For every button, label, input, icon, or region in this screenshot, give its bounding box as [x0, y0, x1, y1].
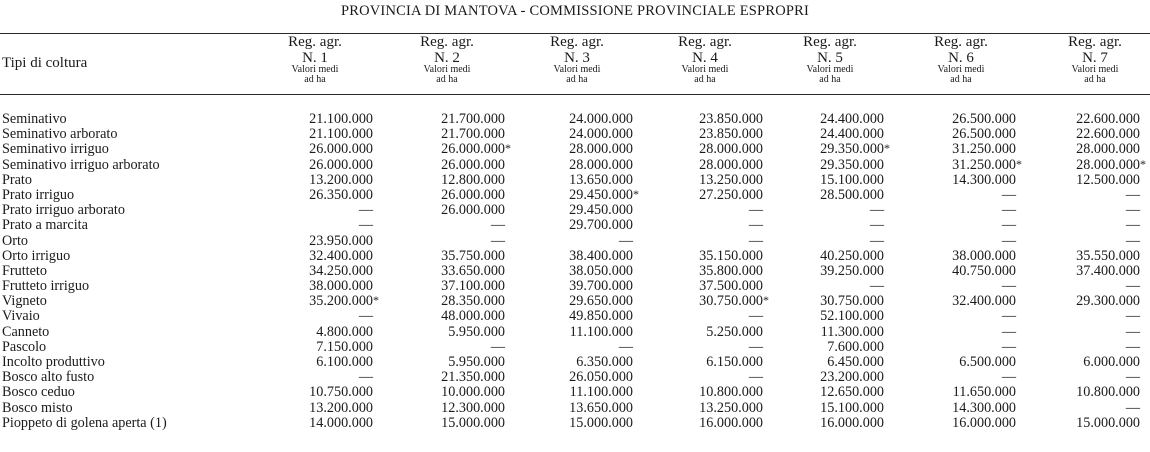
value-cell: 11.100.000	[569, 323, 633, 340]
value-cell: 13.650.000	[569, 399, 633, 416]
value-cell: —	[1001, 338, 1016, 355]
row-label: Prato	[2, 171, 32, 188]
table-row	[0, 340, 1150, 355]
column-header-sub2: ad ha	[1084, 74, 1106, 85]
value-cell: 39.700.000	[569, 278, 633, 295]
cell-value: 29.350.000	[820, 141, 884, 158]
value-cell: 12.500.000	[1076, 171, 1140, 188]
row-label: Pioppeto di golena aperta (1)	[2, 414, 167, 431]
value-cell	[1030, 156, 1146, 173]
value-cell	[395, 141, 511, 158]
value-cell	[263, 293, 379, 310]
table-row	[0, 325, 1150, 340]
value-cell: 16.000.000	[699, 414, 763, 431]
value-cell: 22.600.000	[1076, 111, 1140, 127]
value-cell: —	[748, 338, 763, 355]
value-cell: 23.850.000	[699, 126, 763, 143]
row-label: Canneto	[2, 323, 50, 340]
value-cell: 26.500.000	[952, 126, 1016, 143]
cell-value: 31.250.000	[952, 156, 1016, 173]
column-header-sub1: Valori medi	[291, 64, 339, 75]
cell-value: 29.450.000	[569, 186, 633, 203]
value-cell: 13.650.000	[569, 171, 633, 188]
value-cell: 21.100.000	[309, 111, 373, 127]
value-cell: —	[869, 278, 884, 295]
value-cell: 29.450.000	[569, 202, 633, 219]
value-cell: —	[358, 217, 373, 234]
column-header-reg: Reg. agr.	[288, 34, 342, 50]
value-cell: 5.950.000	[448, 354, 505, 370]
table-row	[0, 218, 1150, 233]
value-cell: 39.250.000	[820, 262, 884, 279]
row-label: Orto	[2, 232, 29, 249]
table-body	[0, 112, 1150, 431]
value-cell: 13.200.000	[309, 171, 373, 188]
column-header-sub2: ad ha	[566, 74, 588, 85]
row-label: Pascolo	[2, 338, 47, 355]
column-header-num: N. 4	[692, 50, 718, 66]
footnote-asterisk: *	[1140, 156, 1146, 171]
table-row	[0, 309, 1150, 324]
value-cell: 14.300.000	[952, 399, 1016, 416]
value-cell: 12.650.000	[820, 384, 884, 401]
row-label: Seminativo irriguo arborato	[2, 156, 160, 173]
footnote-asterisk: *	[633, 186, 639, 201]
table-row	[0, 127, 1150, 142]
value-cell: —	[748, 308, 763, 325]
column-header-4	[645, 35, 765, 85]
value-cell: 35.750.000	[441, 247, 505, 264]
value-cell: 22.600.000	[1076, 126, 1140, 143]
column-header-num: N. 7	[1082, 50, 1108, 66]
row-label: Bosco ceduo	[2, 384, 75, 401]
value-cell: 26.000.000	[441, 202, 505, 219]
value-cell: 11.100.000	[569, 384, 633, 401]
column-header-3	[517, 35, 637, 85]
value-cell: 49.850.000	[569, 308, 633, 325]
value-cell: 12.300.000	[441, 399, 505, 416]
value-cell: 29.650.000	[569, 293, 633, 310]
column-header-reg: Reg. agr.	[934, 34, 988, 50]
value-cell: 24.000.000	[569, 126, 633, 143]
value-cell: —	[869, 232, 884, 249]
value-cell: 38.000.000	[309, 278, 373, 295]
row-label: Incolto produttivo	[2, 354, 105, 370]
value-cell: —	[1001, 369, 1016, 386]
value-cell: 6.350.000	[576, 354, 633, 370]
value-cell: —	[748, 232, 763, 249]
value-cell: —	[1001, 278, 1016, 295]
column-header-reg: Reg. agr.	[420, 34, 474, 50]
table-row	[0, 173, 1150, 188]
value-cell: 23.950.000	[309, 232, 373, 249]
value-cell	[906, 156, 1022, 173]
value-cell: 10.800.000	[699, 384, 763, 401]
header-bottom-rule	[0, 94, 1150, 95]
column-header-num: N. 6	[948, 50, 974, 66]
column-header-7	[1035, 35, 1150, 85]
value-cell: 23.200.000	[820, 369, 884, 386]
value-cell: 52.100.000	[820, 308, 884, 325]
row-label: Prato irriguo	[2, 186, 75, 203]
value-cell: —	[1125, 338, 1140, 355]
column-header-sub2: ad ha	[304, 74, 326, 85]
value-cell: 30.750.000	[820, 293, 884, 310]
column-header-num: N. 2	[434, 50, 460, 66]
value-cell: 26.000.000	[441, 186, 505, 203]
row-label: Prato irriguo arborato	[2, 202, 125, 219]
column-header-sub2: ad ha	[694, 74, 716, 85]
table-row	[0, 294, 1150, 309]
value-cell: 35.550.000	[1076, 247, 1140, 264]
row-label: Seminativo irriguo	[2, 141, 109, 158]
value-cell: 32.400.000	[309, 247, 373, 264]
value-cell: 10.750.000	[309, 384, 373, 401]
value-cell: —	[618, 232, 633, 249]
table-row	[0, 385, 1150, 400]
value-cell	[523, 186, 639, 203]
column-header-sub1: Valori medi	[1071, 64, 1119, 75]
column-header-num: N. 5	[817, 50, 843, 66]
value-cell: —	[1125, 323, 1140, 340]
column-header-reg: Reg. agr.	[550, 34, 604, 50]
row-label: Frutteto irriguo	[2, 278, 90, 295]
value-cell: —	[869, 202, 884, 219]
value-cell: 28.350.000	[441, 293, 505, 310]
value-cell: 40.250.000	[820, 247, 884, 264]
value-cell: 38.000.000	[952, 247, 1016, 264]
footnote-asterisk: *	[505, 141, 511, 156]
value-cell: —	[1125, 308, 1140, 325]
row-label: Frutteto	[2, 262, 47, 279]
table-row	[0, 264, 1150, 279]
value-cell: 16.000.000	[952, 414, 1016, 431]
value-cell: —	[748, 369, 763, 386]
value-cell: 14.000.000	[309, 414, 373, 431]
column-header-sub2: ad ha	[436, 74, 458, 85]
value-cell: 24.400.000	[820, 111, 884, 127]
value-cell: 29.350.000	[820, 156, 884, 173]
row-label: Vigneto	[2, 293, 47, 310]
value-cell: 13.250.000	[699, 171, 763, 188]
value-cell: 27.250.000	[699, 186, 763, 203]
cell-value: 30.750.000	[699, 293, 763, 310]
column-header-5	[770, 35, 890, 85]
footnote-asterisk: *	[763, 293, 769, 308]
value-cell: 28.000.000	[699, 141, 763, 158]
column-header-1	[255, 35, 375, 85]
column-header-num: N. 1	[302, 50, 328, 66]
value-cell: —	[748, 217, 763, 234]
value-cell: 31.250.000	[952, 141, 1016, 158]
column-header-sub1: Valori medi	[806, 64, 854, 75]
value-cell: 21.700.000	[441, 111, 505, 127]
value-cell: —	[1125, 186, 1140, 203]
row-label: Orto irriguo	[2, 247, 71, 264]
value-cell: —	[490, 338, 505, 355]
value-cell: 13.200.000	[309, 399, 373, 416]
value-cell: 35.150.000	[699, 247, 763, 264]
value-cell: 10.000.000	[441, 384, 505, 401]
value-cell: 5.250.000	[706, 323, 763, 340]
column-header-2	[387, 35, 507, 85]
value-cell: 28.000.000	[699, 156, 763, 173]
table-row	[0, 416, 1150, 431]
column-header-sub1: Valori medi	[937, 64, 985, 75]
value-cell	[653, 293, 769, 310]
value-cell: 29.300.000	[1076, 293, 1140, 310]
value-cell: —	[748, 202, 763, 219]
table-row	[0, 142, 1150, 157]
column-header-reg: Reg. agr.	[678, 34, 732, 50]
value-cell: 28.000.000	[569, 141, 633, 158]
value-cell: 21.100.000	[309, 126, 373, 143]
value-cell: 6.100.000	[316, 354, 373, 370]
table-row	[0, 188, 1150, 203]
value-cell: 28.000.000	[1076, 141, 1140, 158]
value-cell: —	[490, 232, 505, 249]
value-cell: —	[1001, 323, 1016, 340]
value-cell: 16.000.000	[820, 414, 884, 431]
cell-value: 26.000.000	[441, 141, 505, 158]
value-cell: 26.000.000	[309, 156, 373, 173]
value-cell: —	[869, 217, 884, 234]
value-cell: 26.350.000	[309, 186, 373, 203]
footnote-asterisk: *	[373, 293, 379, 308]
value-cell: —	[1001, 217, 1016, 234]
value-cell: —	[490, 217, 505, 234]
value-cell: —	[1001, 202, 1016, 219]
value-cell: —	[1125, 399, 1140, 416]
value-cell: 13.250.000	[699, 399, 763, 416]
value-cell: 23.850.000	[699, 111, 763, 127]
row-label: Seminativo arborato	[2, 126, 118, 143]
value-cell: 7.150.000	[316, 338, 373, 355]
value-cell: 15.100.000	[820, 399, 884, 416]
column-header-sub1: Valori medi	[553, 64, 601, 75]
value-cell: —	[1001, 186, 1016, 203]
value-cell: —	[1125, 202, 1140, 219]
value-cell: 26.500.000	[952, 111, 1016, 127]
value-cell: 21.350.000	[441, 369, 505, 386]
cell-value: 28.000.000	[1076, 156, 1140, 173]
value-cell: —	[1125, 278, 1140, 295]
table-row	[0, 249, 1150, 264]
row-label: Bosco misto	[2, 399, 73, 416]
column-header-reg: Reg. agr.	[1068, 34, 1122, 50]
value-cell: 21.700.000	[441, 126, 505, 143]
value-cell: 26.000.000	[441, 156, 505, 173]
value-cell: —	[1125, 232, 1140, 249]
footnote-asterisk: *	[1016, 156, 1022, 171]
value-cell: 15.000.000	[569, 414, 633, 431]
value-cell: 14.300.000	[952, 171, 1016, 188]
value-cell: 15.100.000	[820, 171, 884, 188]
row-label-header: Tipi di coltura	[2, 55, 88, 71]
value-cell: 38.050.000	[569, 262, 633, 279]
table-row	[0, 158, 1150, 173]
value-cell: —	[1125, 217, 1140, 234]
value-cell: 28.000.000	[569, 156, 633, 173]
value-cell: —	[618, 338, 633, 355]
column-header-sub2: ad ha	[819, 74, 841, 85]
value-cell: 37.100.000	[441, 278, 505, 295]
value-cell: 24.000.000	[569, 111, 633, 127]
page-title: PROVINCIA DI MANTOVA - COMMISSIONE PROVINCIALE ESPROPRI	[340, 3, 810, 19]
value-cell: 34.250.000	[309, 262, 373, 279]
row-label: Vivaio	[2, 308, 40, 325]
value-cell: 28.500.000	[820, 186, 884, 203]
row-label: Bosco alto fusto	[2, 369, 95, 386]
value-cell: 48.000.000	[441, 308, 505, 325]
value-cell: 35.800.000	[699, 262, 763, 279]
column-header-num: N. 3	[564, 50, 590, 66]
value-cell: 5.950.000	[448, 323, 505, 340]
value-cell: —	[358, 369, 373, 386]
value-cell	[774, 141, 890, 158]
value-cell: —	[1125, 369, 1140, 386]
value-cell: 15.000.000	[1076, 414, 1140, 431]
value-cell: 33.650.000	[441, 262, 505, 279]
table-row	[0, 234, 1150, 249]
value-cell: 29.700.000	[569, 217, 633, 234]
value-cell: 15.000.000	[441, 414, 505, 431]
value-cell: 40.750.000	[952, 262, 1016, 279]
table-row	[0, 279, 1150, 294]
value-cell: —	[358, 308, 373, 325]
value-cell: 6.150.000	[706, 354, 763, 370]
value-cell: 4.800.000	[316, 323, 373, 340]
value-cell: —	[1001, 232, 1016, 249]
value-cell: 26.000.000	[309, 141, 373, 158]
table-row	[0, 203, 1150, 218]
value-cell: 10.800.000	[1076, 384, 1140, 401]
column-header-6	[901, 35, 1021, 85]
value-cell: 37.400.000	[1076, 262, 1140, 279]
value-cell: —	[358, 202, 373, 219]
value-cell: 32.400.000	[952, 293, 1016, 310]
table-row	[0, 355, 1150, 370]
value-cell: 7.600.000	[827, 338, 884, 355]
value-cell: 37.500.000	[699, 278, 763, 295]
footnote-asterisk: *	[884, 141, 890, 156]
row-label: Seminativo	[2, 111, 67, 127]
value-cell: 26.050.000	[569, 369, 633, 386]
value-cell: 6.500.000	[959, 354, 1016, 370]
column-header-sub2: ad ha	[950, 74, 972, 85]
value-cell: 11.300.000	[820, 323, 884, 340]
table-row	[0, 370, 1150, 385]
value-cell: 6.450.000	[827, 354, 884, 370]
value-cell: 24.400.000	[820, 126, 884, 143]
value-cell: 6.000.000	[1083, 354, 1140, 370]
value-cell: 38.400.000	[569, 247, 633, 264]
column-header-sub1: Valori medi	[681, 64, 729, 75]
table-row	[0, 112, 1150, 127]
column-header-reg: Reg. agr.	[803, 34, 857, 50]
value-cell: —	[1001, 308, 1016, 325]
table-row	[0, 401, 1150, 416]
row-label: Prato a marcita	[2, 217, 88, 234]
value-cell: 12.800.000	[441, 171, 505, 188]
cell-value: 35.200.000	[309, 293, 373, 310]
column-header-sub1: Valori medi	[423, 64, 471, 75]
value-cell: 11.650.000	[952, 384, 1016, 401]
